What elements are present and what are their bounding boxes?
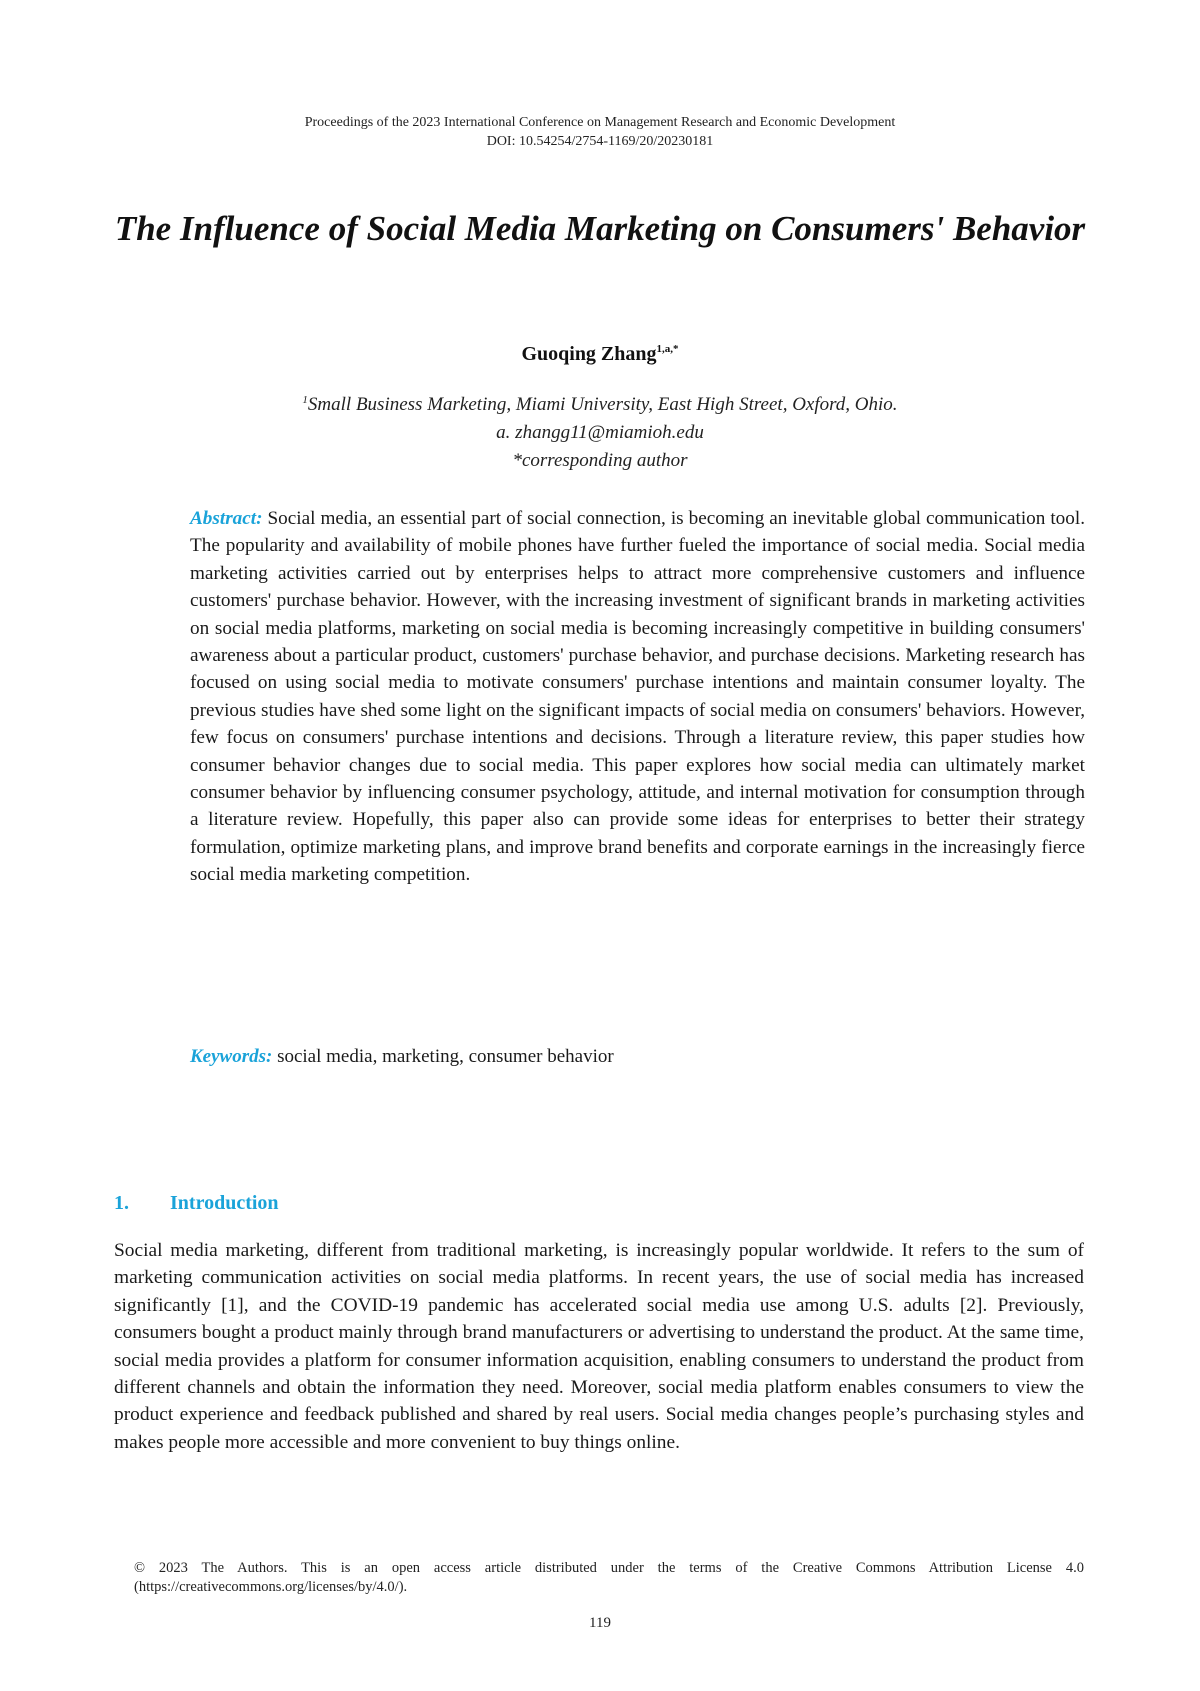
affiliation-institution: Small Business Marketing, Miami University, East High Street, Oxford, Ohio. xyxy=(307,394,898,415)
author-line xyxy=(0,343,1200,366)
affiliation-institution-line xyxy=(0,386,1200,419)
affiliation-block xyxy=(0,386,1200,475)
author-name: Guoqing Zhang xyxy=(521,343,657,365)
section-heading-introduction xyxy=(114,1192,279,1215)
author-email: a. zhangg11@miamioh.edu xyxy=(496,422,704,443)
affiliation-mark: 1 xyxy=(302,394,308,406)
keywords-text: social media, marketing, consumer behavior xyxy=(277,1046,614,1067)
abstract-label: Abstract: xyxy=(190,508,263,529)
page-number: 119 xyxy=(589,1615,611,1631)
keywords xyxy=(190,1043,1085,1070)
abstract-text: Social media, an essential part of social connection, is becoming an inevitable global communication tool. The popularity and availability of mobile phones have further fueled the importance of social media. Social media marketing activities carried out by enterprises helps to attract more comprehensive customers and influence customers' purchase behavior. However, with the increasing investment of significant brands in marketing activities on social media platforms, marketing on social media is becoming increasingly competitive in building consumers' awareness about a particular product, customers' purchase behavior, and purchase decisions. Marketing research has focused on using social media to motivate consumers' purchase intentions and maintain consumer loyalty. The previous studies have shed some light on the significant impacts of social media on consumers' behaviors. However, few focus on consumers' purchase intentions and decisions. Through a literature review, this paper studies how consumer behavior changes due to social media. This paper explores how social media can ultimately market consumer behavior by influencing consumer psychology, attitude, and internal motivation for consumption through a literature review. Hopefully, this paper also can provide some ideas for enterprises to better their strategy formulation, optimize marketing plans, and improve brand benefits and corporate earnings in the increasingly fierce social media marketing competition. xyxy=(190,508,1085,886)
running-head-conference: Proceedings of the 2023 International Conference on Management Research and Economic Development xyxy=(304,115,896,130)
running-head-doi: DOI: 10.54254/2754-1169/20/20230181 xyxy=(486,134,714,149)
running-head xyxy=(0,113,1200,151)
introduction-paragraph: Social media marketing, different from traditional marketing, is increasingly popular worldwide. It refers to the sum of marketing communication activities on social media platforms. In recent years, the use of social media has increased significantly [1], and the COVID-19 pandemic has accelerated social media use among U.S. adults [2]. Previously, consumers bought a product mainly through brand manufacturers or advertising to understand the product. At the same time, social media provides a platform for consumer information acquisition, enabling consumers to understand the product from different channels and obtain the information they need. Moreover, social media platform enables consumers to view the product experience and feedback published and shared by real users. Social media changes people’s purchasing styles and makes people more accessible and more convenient to buy things online. xyxy=(114,1240,1084,1453)
corresponding-author-note: *corresponding author xyxy=(512,450,688,471)
paper-title: The Influence of Social Media Marketing on Consumers' Behavior xyxy=(114,209,1086,248)
section-number: 1. xyxy=(114,1192,129,1214)
section-title: Introduction xyxy=(170,1192,279,1214)
keywords-label: Keywords: xyxy=(190,1046,273,1067)
license-footnote: © 2023 The Authors. This is an open access article distributed under the terms of the Creative Commons Attribution License 4.0 (https://creativecommons.org/licenses/by/4.0/). xyxy=(134,1560,1084,1595)
abstract xyxy=(190,505,1085,889)
author-marks: 1,a,* xyxy=(656,343,679,355)
